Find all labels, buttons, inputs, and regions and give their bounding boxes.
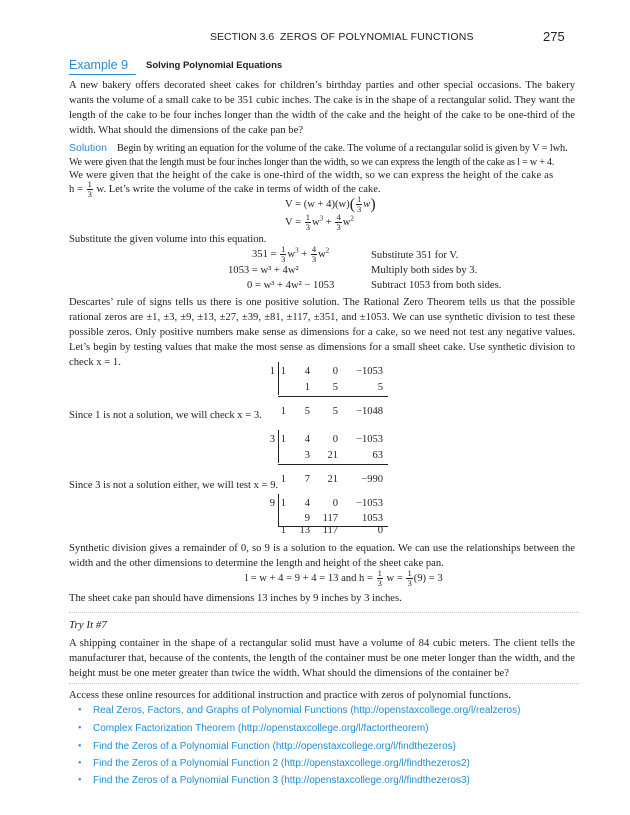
bullet-icon: • (78, 758, 82, 769)
equation-351: 351 = $\frac{1}{3}$ $w^3$ + $\frac{4}{3}$ $w^2$ (252, 244, 330, 264)
example-label: Example 9 (69, 58, 129, 72)
text-check-3: Since 1 is not a solution, we will check x = 3. (69, 410, 262, 421)
solution-line-1: Begin by writing an equation for the volume of the cake. The volume of a rectangular solid is given by V = lwh. (117, 143, 568, 154)
synthetic-division-1: 1 1 4 0 −1053 1 5 5 1 5 5 −1048 (250, 362, 400, 422)
conclusion-paragraph: Synthetic division gives a remainder of 0, so 9 is a solution to the equation. We can use the relationships between the width and the other dimensions to determine the length and height of the sheet cake pan. (69, 543, 575, 569)
synth-divisor: 1 (269, 366, 275, 377)
resource-link-1[interactable]: Real Zeros, Factors, and Graphs of Polynomial Functions (http://openstaxcollege.org/l/realzeros) (93, 705, 521, 716)
page-number: 275 (543, 29, 565, 44)
solution-line-2: We were given that the length must be four inches longer than the width, so we can express the length of the cake as l = w + 4. (69, 157, 555, 168)
running-header (210, 31, 474, 43)
solution-label: Solution (69, 142, 107, 154)
synthetic-division-3: 9 1 4 0 −1053 9 117 1053 1 13 117 0 (250, 494, 400, 544)
solution-line-4: h = $\frac{1}{3}$ w. Let’s write the volume of the cake in terms of width of the cake. (69, 179, 381, 199)
section-number: SECTION 3.6 (210, 31, 275, 43)
resource-link-2[interactable]: Complex Factorization Theorem (http://openstaxcollege.org/l/factortheorem) (93, 723, 429, 734)
solution-line-3: We were given that the height of the cake is one-third of the width, so we can express the height of the cake as (69, 170, 554, 181)
resource-link-3[interactable]: Find the Zeros of a Polynomial Function (http://openstaxcollege.org/l/findthezeros) (93, 741, 456, 752)
try-it-divider (69, 612, 579, 613)
example-label-underline (69, 74, 136, 75)
example-title: Solving Polynomial Equations (146, 60, 283, 71)
try-it-text: A shipping container in the shape of a rectangular solid must have a volume of 84 cubic meters. The client tells the manufacturer that, because of the contents, the length of the container must be one meter longer than the width, and the height must be one meter greater than twice the width. What should the dimensions of the container be? (69, 638, 575, 679)
bullet-icon: • (78, 705, 82, 716)
bullet-icon: • (78, 775, 82, 786)
example-problem: A new bakery offers decorated sheet cakes for children’s birthday parties and other special occasions. The bakery wants the volume of a small cake to be 351 cubic inches. The cake is in the shape of a rectangular solid. They want the length of the cake to be four inches longer than the width of the cake and the height of the cake to be one-third of the width. What should the dimensions of the cake pan be? (69, 80, 575, 136)
descartes-paragraph: Descartes’ rule of signs tells us there is one positive solution. The Rational Zero Theorem tells us that the possible rational zeros are ±1, ±3, ±9, ±13, ±27, ±39, ±81, ±117, ±351, and ±1053. We can use synthetic division to test these possible zeros. Only positive numbers make sense as dimensions for a cake, so we need not test any negative values. Let’s begin by testing values that make the most sense as dimensions for a small sheet cake. Use synthetic division to check x = 1. (69, 297, 575, 368)
equation-volume-1: V = (w + 4)(w)( $\frac{1}{3}$ w) (285, 194, 376, 214)
note-substitute: Substitute 351 for V. (371, 250, 459, 261)
section-title: ZEROS OF POLYNOMIAL FUNCTIONS (280, 31, 474, 43)
bullet-icon: • (78, 723, 82, 734)
try-it-divider-bottom (69, 683, 579, 684)
synthetic-division-2: 3 1 4 0 −1053 3 21 63 1 7 21 −990 (250, 430, 400, 490)
resources-intro: Access these online resources for additional instruction and practice with zeros of polynomial functions. (69, 690, 511, 701)
equation-zero: 0 = w³ + 4w² − 1053 (247, 280, 335, 291)
equation-volume-2: V = $\frac{1}{3}$ $w^3$ + $\frac{4}{3}$ $w^2$ (285, 212, 354, 232)
note-multiply: Multiply both sides by 3. (371, 265, 478, 276)
fraction-one-third: $\frac{1}{3}$ (87, 179, 92, 199)
equation-1053: 1053 = w³ + 4w² (228, 265, 299, 276)
resource-link-5[interactable]: Find the Zeros of a Polynomial Function 3 (http://openstaxcollege.org/l/findthezeros3) (93, 775, 470, 786)
bullet-icon: • (78, 741, 82, 752)
final-answer: The sheet cake pan should have dimensions 13 inches by 9 inches by 3 inches. (69, 593, 402, 604)
equation-dimensions: l = w + 4 = 9 + 4 = 13 and h = $\frac{1}{3}$ w = $\frac{1}{3}$ (9) = 3 (245, 568, 443, 588)
substitute-text: Substitute the given volume into this equation. (69, 234, 267, 245)
resource-link-4[interactable]: Find the Zeros of a Polynomial Function 2 (http://openstaxcollege.org/l/findthezeros2) (93, 758, 470, 769)
try-it-label: Try It #7 (69, 619, 107, 631)
text-test-9-visible: Since 3 is not a solution either, we will test x = 9. (69, 480, 279, 491)
note-subtract: Subtract 1053 from both sides. (371, 280, 502, 291)
